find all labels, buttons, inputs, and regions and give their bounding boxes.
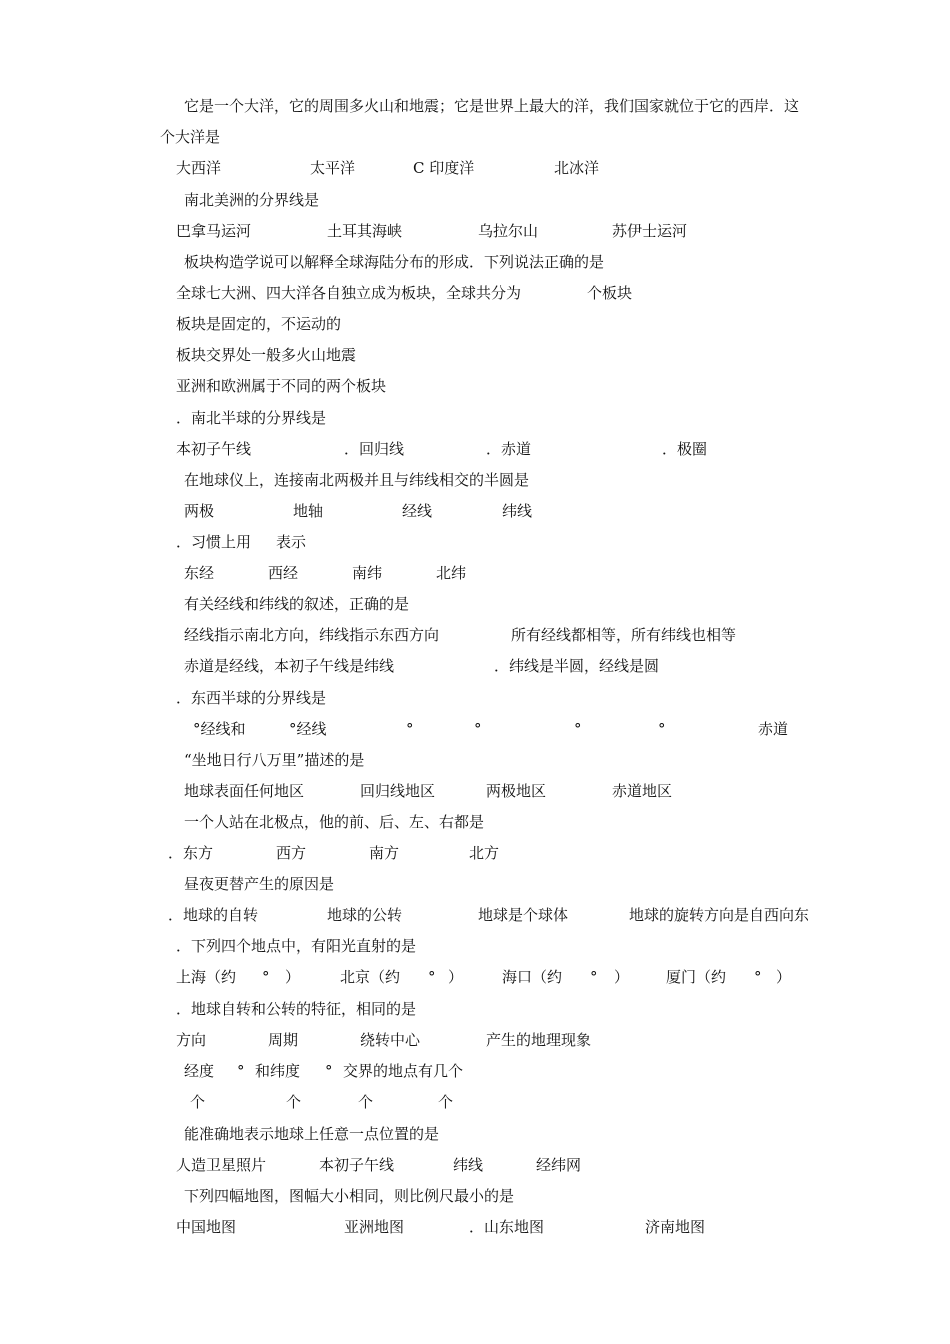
option: 人造卫星照片 (176, 1156, 267, 1174)
option: ） (285, 968, 301, 986)
option: 产生的地理现象 (486, 1031, 592, 1049)
option: 厦门（约 (666, 968, 727, 986)
option: ° (574, 720, 582, 738)
text: 能准确地表示地球上任意一点位置的是 (184, 1125, 440, 1143)
text: 下列四幅地图，图幅大小相同，则比例尺最小的是 (184, 1187, 515, 1205)
option: 赤道是经线，本初子午线是纬线 (184, 657, 395, 675)
option: °经线 (289, 720, 327, 738)
text: “坐地日行八万里”描述的是 (184, 751, 365, 769)
option: ．东方 (168, 844, 214, 862)
option: °经线和 (193, 720, 246, 738)
text: 个大洋是 (160, 128, 221, 146)
option: 上海（约 (176, 968, 237, 986)
option: ） (614, 968, 630, 986)
option: ° (474, 720, 482, 738)
option: ° (754, 968, 762, 986)
text: 它是一个大洋，它的周围多火山和地震；它是世界上最大的洋，我们国家就位于它的西岸．这 (184, 97, 800, 115)
option: ° (406, 720, 414, 738)
text: 板块构造学说可以解释全球海陆分布的形成．下列说法正确的是 (184, 253, 605, 271)
option: ） (448, 968, 464, 986)
option: 大西洋 (176, 159, 222, 177)
option: 中国地图 (176, 1218, 237, 1236)
option: 个 (286, 1093, 302, 1111)
option: 绕转中心 (360, 1031, 421, 1049)
option: 板块是固定的，不运动的 (176, 315, 342, 333)
option: 太平洋 (310, 159, 356, 177)
option: ° (590, 968, 598, 986)
option: 地球表面任何地区 (184, 782, 305, 800)
option: ．赤道 (486, 440, 532, 458)
option: 两极地区 (486, 782, 547, 800)
option: 全球七大洲、四大洋各自独立成为板块，全球共分为 (176, 284, 522, 302)
text: 交界的地点有几个 (343, 1062, 464, 1080)
option: ° (262, 968, 270, 986)
option: 地球的公转 (327, 906, 403, 924)
option: C 印度洋 (413, 159, 475, 177)
option: 回归线地区 (360, 782, 436, 800)
text: 一个人站在北极点，他的前、后、左、右都是 (184, 813, 485, 831)
text: 昼夜更替产生的原因是 (184, 875, 335, 893)
option: 赤道 (758, 720, 789, 738)
option: 个 (438, 1093, 454, 1111)
text: 和纬度 (255, 1062, 301, 1080)
option: 赤道地区 (612, 782, 673, 800)
option: ° (658, 720, 666, 738)
option: 板块交界处一般多火山地震 (176, 346, 357, 364)
option: 西方 (276, 844, 307, 862)
option: 两极 (184, 502, 215, 520)
text: ° (325, 1062, 333, 1080)
option: ．回归线 (344, 440, 405, 458)
option: 土耳其海峡 (327, 222, 403, 240)
option: 巴拿马运河 (176, 222, 252, 240)
option: 海口（约 (502, 968, 563, 986)
option: 东经 (184, 564, 215, 582)
option: 西经 (268, 564, 299, 582)
option: 北冰洋 (554, 159, 600, 177)
option: 亚洲和欧洲属于不同的两个板块 (176, 377, 387, 395)
option: 个板块 (587, 284, 633, 302)
option: 北纬 (436, 564, 467, 582)
option: ．山东地图 (469, 1218, 545, 1236)
text: 表示 (276, 533, 307, 551)
option: 周期 (268, 1031, 299, 1049)
option: 纬线 (502, 502, 533, 520)
text: 在地球仪上，连接南北两极并且与纬线相交的半圆是 (184, 471, 530, 489)
option: 地轴 (293, 502, 324, 520)
option: 地球的旋转方向是自西向东 (629, 906, 810, 924)
text: ．习惯上用 (176, 533, 252, 551)
text: ．东西半球的分界线是 (176, 689, 327, 707)
text: ．地球自转和公转的特征，相同的是 (176, 1000, 417, 1018)
option: 地球是个球体 (478, 906, 569, 924)
option: 乌拉尔山 (478, 222, 539, 240)
option: ） (776, 968, 792, 986)
option: 本初子午线 (319, 1156, 395, 1174)
option: 北方 (469, 844, 500, 862)
option: ° (428, 968, 436, 986)
option: 所有经线都相等，所有纬线也相等 (511, 626, 737, 644)
option: ．极圈 (662, 440, 708, 458)
option: 经纬网 (536, 1156, 582, 1174)
option: 经线指示南北方向，纬线指示东西方向 (184, 626, 440, 644)
option: ．纬线是半圆，经线是圆 (494, 657, 660, 675)
option: 个 (190, 1093, 206, 1111)
option: 南方 (369, 844, 400, 862)
text: ° (237, 1062, 245, 1080)
text: ．南北半球的分界线是 (176, 409, 327, 427)
option: 南纬 (352, 564, 383, 582)
option: 苏伊士运河 (612, 222, 688, 240)
option: 经线 (402, 502, 433, 520)
text: 有关经线和纬线的叙述，正确的是 (184, 595, 410, 613)
text: ．下列四个地点中，有阳光直射的是 (176, 937, 417, 955)
option: 济南地图 (645, 1218, 706, 1236)
option: ．地球的自转 (168, 906, 259, 924)
option: 纬线 (453, 1156, 484, 1174)
option: 方向 (176, 1031, 207, 1049)
text: 南北美洲的分界线是 (184, 191, 320, 209)
option: 个 (358, 1093, 374, 1111)
option: 北京（约 (340, 968, 401, 986)
option: 亚洲地图 (344, 1218, 405, 1236)
option: 本初子午线 (176, 440, 252, 458)
text: 经度 (184, 1062, 215, 1080)
